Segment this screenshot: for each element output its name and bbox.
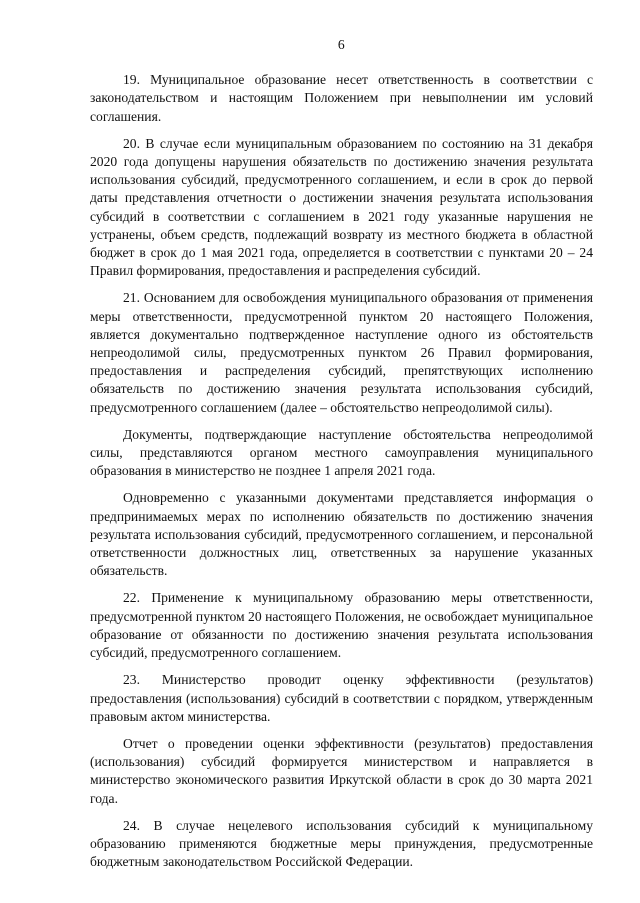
paragraph-23-report: Отчет о проведении оценки эффективности (результатов) предоставления (использования) субсидий формируется министерством и направляется в министерство экономического развития Иркутской области в срок до 30 марта 2021 года. (90, 735, 593, 806)
paragraph-22: 22. Применение к муниципальному образованию меры ответственности, предусмотренной пунктом 20 настоящего Положения, не освобождает муниципальное образование от обязанности по достижению значения результата использования субсидий, предусмотренного соглашением. (90, 590, 593, 661)
paragraph-21-information: Одновременно с указанными документами представляется информация о предпринимаемых мерах по исполнению обязательств по достижению значения результата использования субсидий, предусмотренного соглашением, и персональной ответственности должностных лиц, ответственных за нарушение указанных обязательств. (90, 490, 593, 579)
page-number: 6 (337, 37, 346, 52)
paragraph-21: 21. Основанием для освобождения муниципального образования от применения меры ответственности, предусмотренной пунктом 20 настоящего Положения, является документально подтвержденное наступление одного из обстоятельств непреодолимой силы, предусмотренных пунктом 26 Правил формирования, предоставления и распределения субсидий, препятствующих исполнению обязательств по достижению значения результата использования субсидий, предусмотренного соглашением (далее – обстоятельство непреодолимой силы). (90, 290, 593, 415)
paragraph-21-documents: Документы, подтверждающие наступление обстоятельства непреодолимой силы, представляются органом местного самоуправления муниципального образования в министерство не позднее 1 апреля 2021 года. (90, 426, 593, 479)
paragraph-19: 19. Муниципальное образование несет ответственность в соответствии с законодательством и настоящим Положением при невыполнении им условий соглашения. (90, 72, 593, 124)
paragraph-23: 23. Министерство проводит оценку эффективности (результатов) предоставления (использования) субсидий в соответствии с порядком, утвержденным правовым актом министерства. (90, 672, 593, 724)
paragraph-20: 20. В случае если муниципальным образованием по состоянию на 31 декабря 2020 года допущены нарушения обязательств по достижению значения результата использования субсидий, предусмотренного соглашением, и если в срок до первой даты представления отчетности о достижении значения результата использования субсидий в соответствии с соглашением в 2021 году указанные нарушения не устранены, объем средств, подлежащий возврату из местного бюджета в областной бюджет в срок до 1 мая 2021 года, определяется в соответствии с пунктами 20 – 24 Правил формирования, предоставления и распределения субсидий. (90, 135, 593, 279)
document-page (90, 36, 593, 880)
paragraph-24: 24. В случае нецелевого использования субсидий к муниципальному образованию применяются бюджетные меры принуждения, предусмотренные бюджетным законодательством Российской Федерации. (90, 817, 593, 870)
